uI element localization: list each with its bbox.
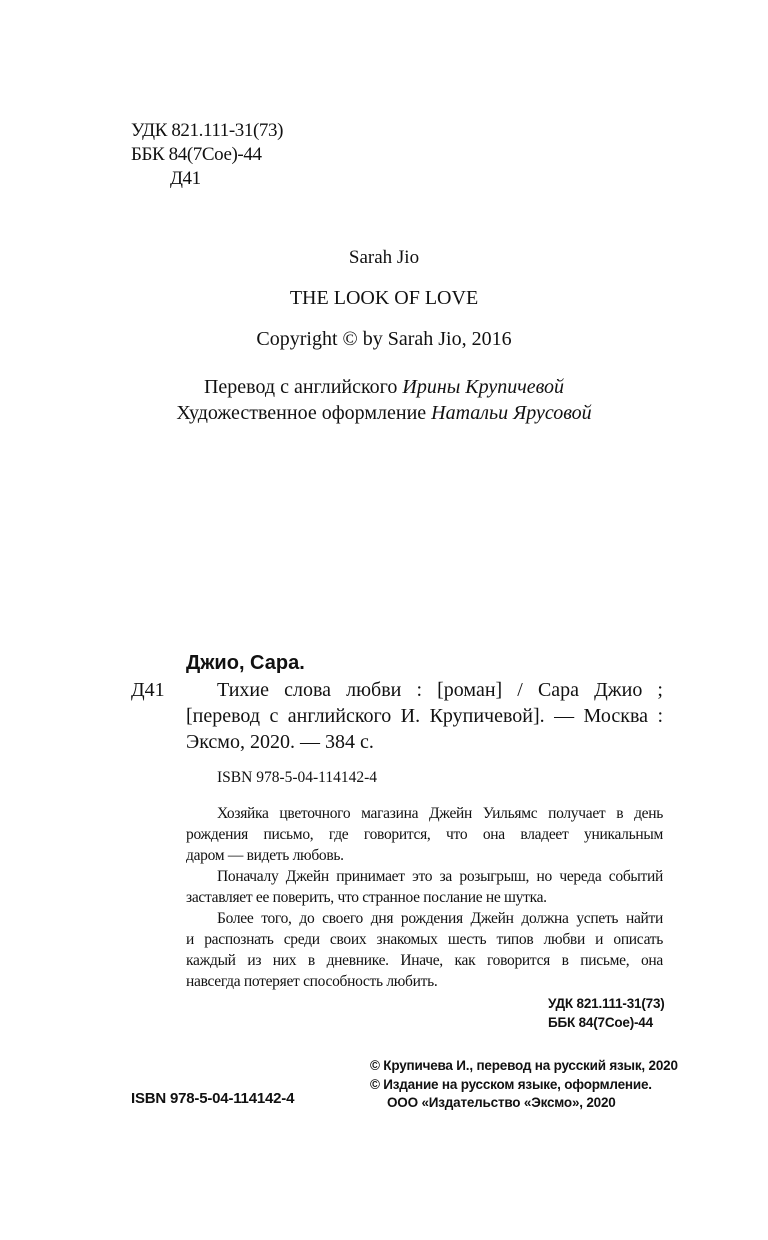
design-credit [0,402,768,425]
footer-isbn: ISBN 978-5-04-114142-4 [131,1090,295,1107]
annotation-p2-line2: заставляет ее поверить, что странное послание не шутка. [186,889,547,906]
translator-name: Ирины Крупичевой [402,376,565,398]
annotation-p3-line1: Более того, до своего дня рождения Джейн должна успеть найти [217,910,663,927]
entry-heading: Джио, Сара. [186,652,305,674]
entry-line-1: Тихие слова любви : [роман] / Сара Джио ; [217,679,663,701]
entry-line-3: Эксмо, 2020. — 384 с. [186,731,374,753]
bbk-code-bottom: ББК 84(7Сое)-44 [548,1015,653,1030]
original-copyright: Copyright © by Sarah Jio, 2016 [256,328,512,350]
entry-author-mark: Д41 [131,679,165,701]
entry-line-2: [перевод с английского И. Крупичевой]. — Москва : [186,705,663,727]
entry-isbn: ISBN 978-5-04-114142-4 [217,769,378,786]
footer-copyright-translation: © Крупичева И., перевод на русский язык, 2020 [370,1058,678,1073]
original-title: THE LOOK OF LOVE [289,287,479,309]
annotation-p3-line3: каждый из них в дневнике. Иначе, как говорится в письме, она [186,952,663,969]
design-prefix: Художественное оформление [176,402,432,424]
translation-credit [0,376,768,399]
udk-code-bottom: УДК 821.111-31(73) [548,996,665,1011]
designer-name: Натальи Ярусовой [431,402,592,424]
translation-prefix: Перевод с английского [203,376,403,398]
footer-copyright-publisher: ООО «Издательство «Эксмо», 2020 [387,1095,616,1110]
original-author: Sarah Jio [348,247,420,268]
author-mark-top: Д41 [170,168,201,189]
annotation-p1-line2: рождения письмо, где говорится, что она владеет уникальным [186,826,663,843]
annotation-p2-line1: Поначалу Джейн принимает это за розыгрыш, но череда событий [217,868,663,885]
footer-copyright-edition: © Издание на русском языке, оформление. [370,1077,652,1092]
annotation-p1-line3: даром — видеть любовь. [186,847,344,864]
udk-code-top: УДК 821.111-31(73) [131,120,284,141]
bbk-code-top: ББК 84(7Сое)-44 [131,144,262,165]
annotation-p3-line2: и распознать среди своих знакомых шесть типов любви и описать [186,931,663,948]
annotation-p3-line4: навсегда потеряет способность любить. [186,973,438,990]
annotation-p1-line1: Хозяйка цветочного магазина Джейн Уильямс получает в день [217,805,663,822]
